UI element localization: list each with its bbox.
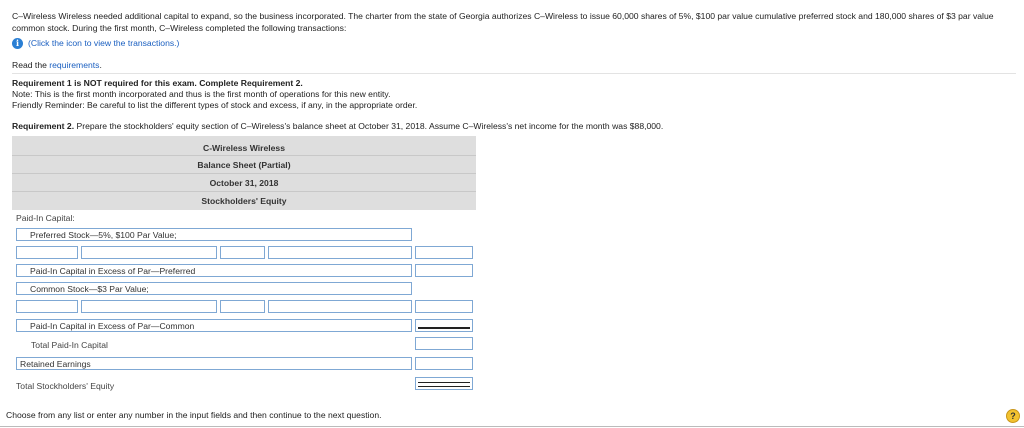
requirement-2: [12, 121, 663, 131]
footer-instruction: Choose from any list or enter any number in the input fields and then continue to the next question.: [6, 410, 382, 420]
statement-header: [12, 136, 476, 210]
transactions-link[interactable]: (Click the icon to view the transactions.): [28, 38, 180, 48]
paid-in-capital-heading: Paid-In Capital:: [16, 213, 75, 223]
common-stock-select[interactable]: [16, 282, 412, 295]
preferred-par-desc-select[interactable]: [268, 246, 412, 259]
requirement-1-note: Requirement 1 is NOT required for this exam. Complete Requirement 2.: [12, 78, 303, 88]
help-icon[interactable]: ?: [1006, 409, 1020, 423]
common-shares-input[interactable]: [16, 300, 78, 313]
preferred-par-input[interactable]: [220, 246, 265, 259]
retained-earnings-select[interactable]: [16, 357, 412, 370]
total-paid-in-capital-input[interactable]: [415, 337, 473, 350]
read-prefix: Read the: [12, 60, 50, 70]
total-stockholders-equity-input[interactable]: [415, 377, 473, 390]
requirements-link[interactable]: requirements: [49, 60, 100, 70]
info-icon[interactable]: i: [12, 38, 23, 49]
read-requirements-line: [12, 60, 102, 70]
transactions-link-row[interactable]: [12, 37, 179, 49]
apic-preferred-select[interactable]: [16, 264, 412, 277]
company-name: C-Wireless Wireless: [202, 143, 285, 153]
preferred-stock-select[interactable]: [16, 228, 412, 241]
read-suffix: .: [99, 60, 102, 70]
section-divider: [12, 73, 1016, 74]
preferred-shares-input[interactable]: [16, 246, 78, 259]
preferred-stock-label: Preferred Stock—5%, $100 Par Value;: [30, 229, 177, 240]
apic-common-select[interactable]: [16, 319, 412, 332]
retained-earnings-label: Retained Earnings: [20, 358, 91, 369]
statement-date: October 31, 2018: [209, 178, 279, 188]
header-separator: [12, 191, 476, 192]
preferred-stock-amount-input[interactable]: [415, 246, 473, 259]
apic-common-amount-input[interactable]: [415, 319, 473, 332]
apic-preferred-amount-input[interactable]: [415, 264, 473, 277]
friendly-reminder: Friendly Reminder: Be careful to list the different types of stock and excess, if any, in the appropriate order.: [12, 100, 418, 110]
apic-preferred-label: Paid-In Capital in Excess of Par—Preferred: [30, 265, 196, 276]
apic-common-label: Paid-In Capital in Excess of Par—Common: [30, 320, 195, 331]
section-heading: Stockholders' Equity: [201, 196, 287, 206]
common-par-desc-select[interactable]: [268, 300, 412, 313]
first-month-note: Note: This is the first month incorporated and thus is the first month of operations for this new entity.: [12, 89, 391, 99]
common-par-input[interactable]: [220, 300, 265, 313]
problem-intro: C–Wireless Wireless needed additional capital to expand, so the business incorporated. The charter from the state of Georgia authorizes C–Wireless to issue 60,000 shares of 5%, $100 par value cumulative preferred stock and 180,000 shares of $3 par value common stock. During the first month, C–Wireless completed the following transactions:: [12, 11, 994, 33]
total-stockholders-equity-label: Total Stockholders' Equity: [16, 381, 115, 391]
preferred-shares-desc-select[interactable]: [81, 246, 217, 259]
statement-title: Balance Sheet (Partial): [197, 160, 291, 170]
requirement-2-label: Requirement 2.: [12, 121, 75, 131]
requirement-2-text: Prepare the stockholders' equity section of C–Wireless's balance sheet at October 31, 2018. Assume C–Wireless's net income for the month was $88,000.: [74, 121, 664, 131]
common-stock-amount-input[interactable]: [415, 300, 473, 313]
bottom-border: [0, 426, 1024, 427]
common-stock-label: Common Stock—$3 Par Value;: [30, 283, 149, 294]
retained-earnings-amount-input[interactable]: [415, 357, 473, 370]
header-separator: [12, 173, 476, 174]
total-paid-in-capital-label: Total Paid-In Capital: [31, 340, 108, 350]
header-separator: [12, 155, 476, 156]
common-shares-desc-select[interactable]: [81, 300, 217, 313]
